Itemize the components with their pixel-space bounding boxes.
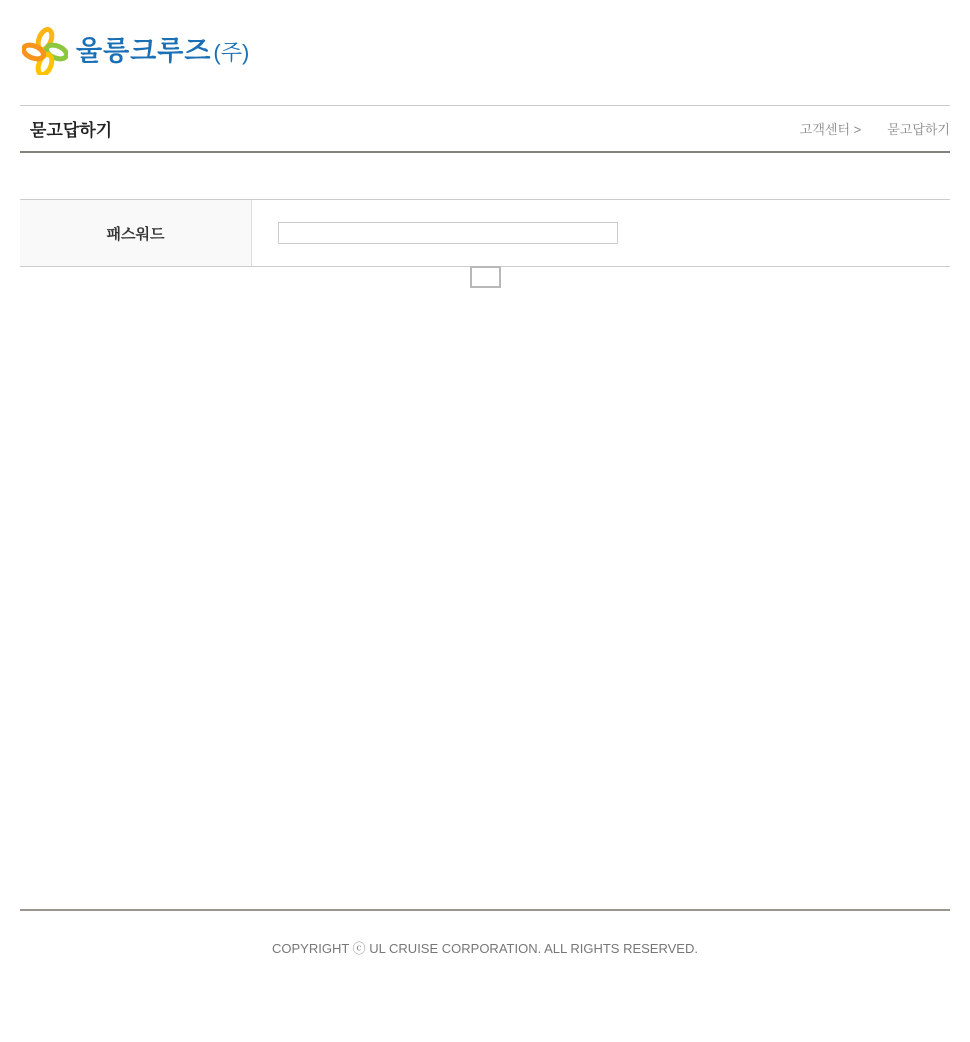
title-bar (20, 105, 950, 153)
password-input-cell (252, 200, 950, 266)
breadcrumb-current: 묻고답하기 (887, 122, 950, 137)
password-input[interactable] (278, 222, 618, 244)
breadcrumb-parent-link[interactable]: 고객센터 > (799, 122, 862, 137)
page-title: 묻고답하기 (30, 121, 113, 140)
logo-suffix: (주) (213, 39, 250, 65)
header (0, 0, 970, 105)
submit-button[interactable] (470, 266, 501, 288)
footer (20, 909, 950, 958)
password-label-cell (20, 200, 252, 266)
password-label: 패스워드 (106, 225, 165, 243)
copyright-text: COPYRIGHT ⓒ UL CRUISE CORPORATION. ALL RIGHTS RESERVED. (272, 941, 698, 956)
breadcrumb (800, 119, 950, 138)
password-form-table (20, 199, 950, 267)
logo-link[interactable] (22, 27, 249, 75)
button-row (0, 267, 970, 288)
pinwheel-flower-icon (22, 27, 68, 75)
logo-text: 울릉크루즈 (76, 35, 212, 66)
